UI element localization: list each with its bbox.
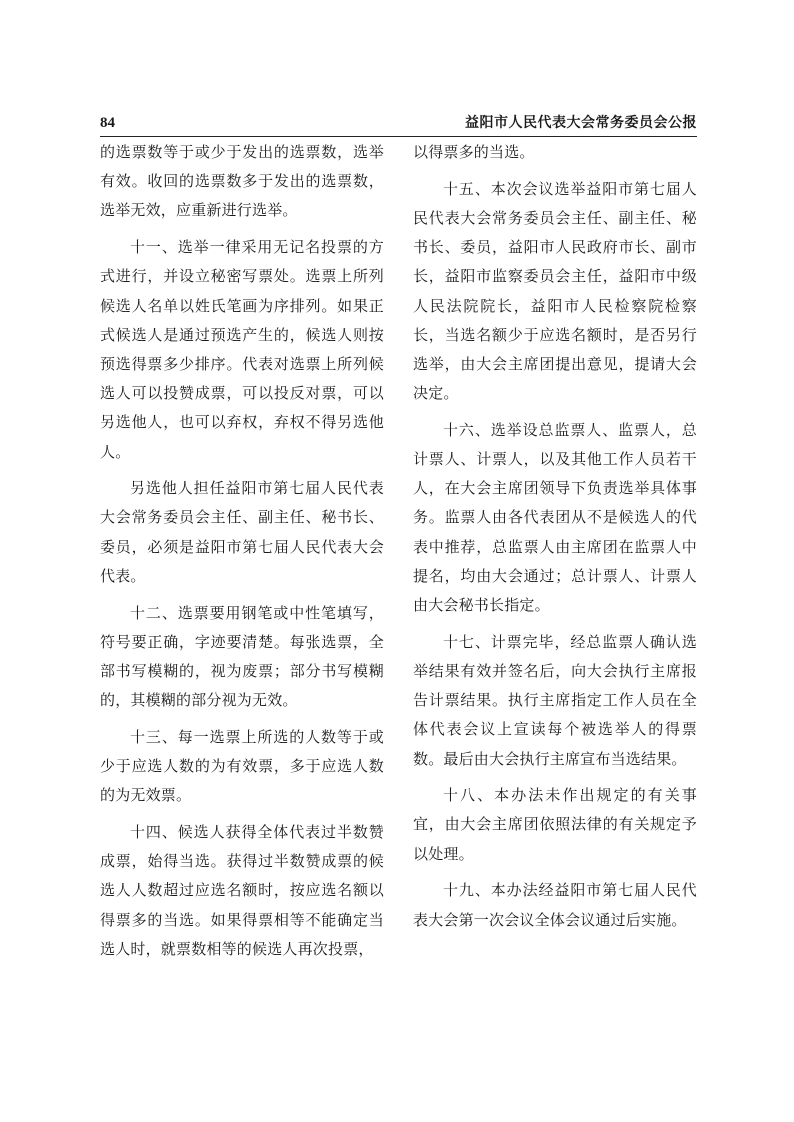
paragraph: 十八、本办法未作出规定的有关事宜，由大会主席团依照法律的有关规定予以处理。 <box>413 786 697 863</box>
right-column <box>413 138 697 942</box>
paragraph: 十六、选举设总监票人、监票人，总计票人、计票人，以及其他工作人员若干人，在大会主席团领导下负责选举具体事务。监票人由各代表团从不是候选人的代表中推荐，总监票人由主席团在监票人中提名，均由大会通过；总计票人、计票人由大会秘书长指定。 <box>413 420 697 615</box>
page-header <box>100 112 697 137</box>
paragraph: 十三、每一选票上所选的人数等于或少于应选人数的为有效票，多于应选人数的为无效票。 <box>100 727 384 805</box>
paragraph: 十九、本办法经益阳市第七届人民代表大会第一次会议全体会议通过后实施。 <box>413 881 697 929</box>
paragraph: 十二、选票要用钢笔或中性笔填写，符号要正确，字迹要清楚。每张选票，全部书写模糊的，视为废票；部分书写模糊的，其模糊的部分视为无效。 <box>100 603 384 710</box>
paragraph: 的选票数等于或少于发出的选票数，选举有效。收回的选票数多于发出的选票数，选举无效，应重新进行选举。 <box>100 143 384 220</box>
paragraph: 十四、候选人获得全体代表过半数赞成票，始得当选。获得过半数赞成票的候选人人数超过应选名额时，按应选名额以得票多的当选。如果得票相等不能确定当选人时，就票数相等的候选人再次投票， <box>100 822 384 958</box>
paragraph: 十五、本次会议选举益阳市第七届人民代表大会常务委员会主任、副主任、秘书长、委员，益阳市人民政府市长、副市长，益阳市监察委员会主任，益阳市中级人民法院院长，益阳市人民检察院检察长，当选名额少于应选名额时，是否另行选举，由大会主席团提出意见，提请大会决定。 <box>413 179 697 403</box>
journal-title: 益阳市人民代表大会常务委员会公报 <box>465 115 697 131</box>
paragraph: 十七、计票完毕，经总监票人确认选举结果有效并签名后，向大会执行主席报告计票结果。执行主席指定工作人员在全体代表会议上宣读每个被选举人的得票数。最后由大会执行主席宣布当选结果。 <box>413 632 697 768</box>
page-number: 84 <box>100 115 115 131</box>
paragraph: 另选他人担任益阳市第七届人民代表大会常务委员会主任、副主任、秘书长、委员，必须是益阳市第七届人民代表大会代表。 <box>100 479 384 585</box>
paragraph: 十一、选举一律采用无记名投票的方式进行，并设立秘密写票处。选票上所列候选人名单以姓氏笔画为序排列。如果正式候选人是通过预选产生的，候选人则按预选得票多少排序。代表对选票上所列候选人可以投赞成票，可以投反对票，可以另选他人，也可以弃权，弃权不得另选他人。 <box>100 238 384 461</box>
left-column <box>100 138 384 971</box>
paragraph: 以得票多的当选。 <box>413 143 535 161</box>
